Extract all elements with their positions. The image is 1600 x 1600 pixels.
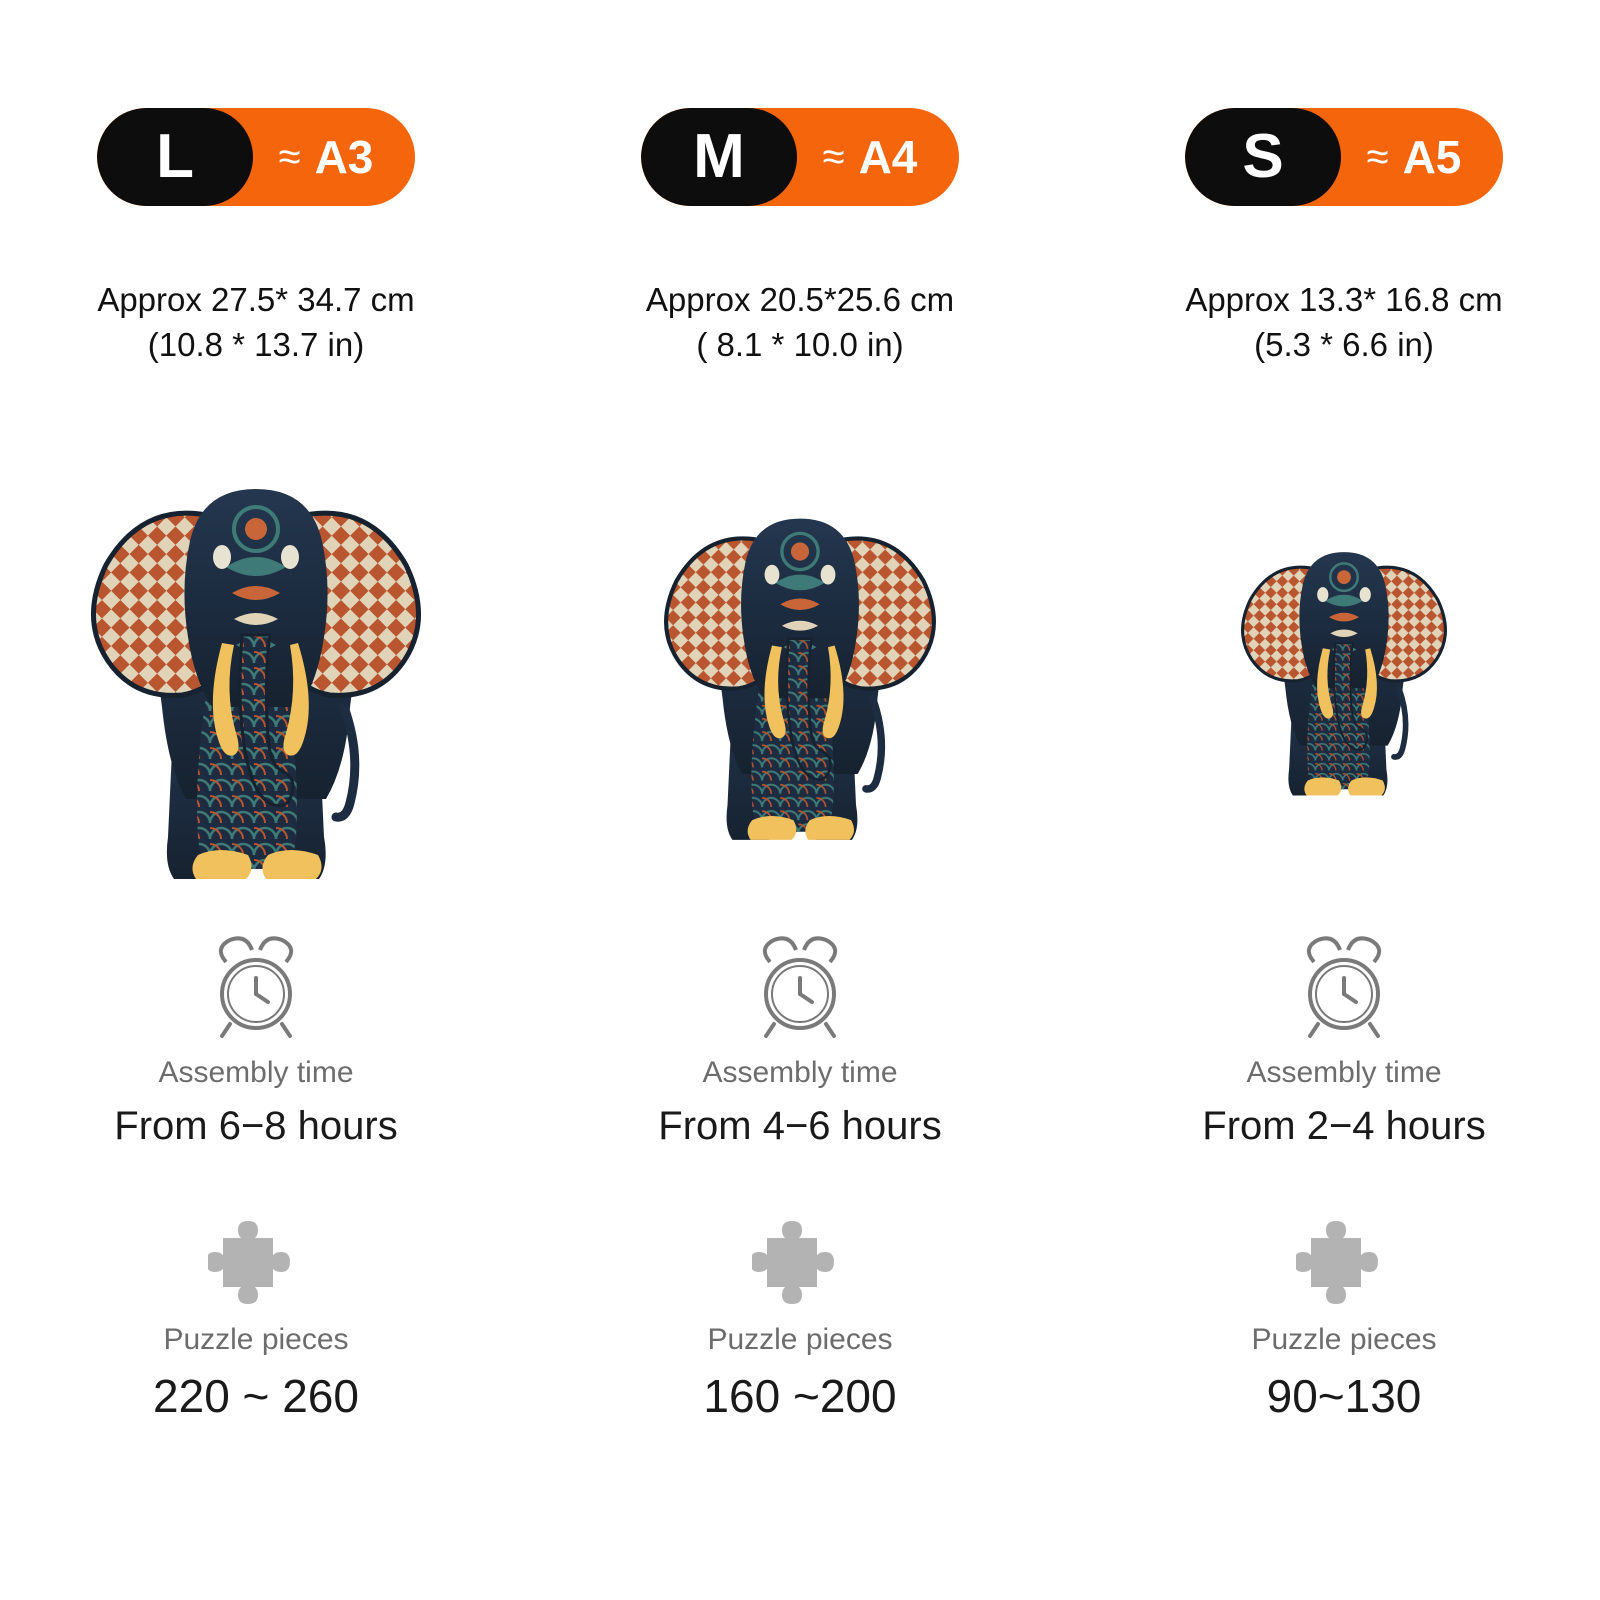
size-column-medium	[544, 0, 1056, 1600]
size-badge-medium	[641, 108, 959, 206]
dimensions-cm: Approx 13.3* 16.8 cm	[1185, 281, 1503, 318]
paper-size-group	[1341, 131, 1503, 183]
approx-symbol-icon: ≈	[278, 135, 301, 179]
paper-size-group	[797, 131, 959, 183]
elephant-illustration-medium	[635, 397, 965, 917]
dimensions-cm: Approx 27.5* 34.7 cm	[97, 281, 415, 318]
approx-symbol-icon: ≈	[822, 135, 845, 179]
size-letter-badge	[1185, 108, 1341, 206]
size-letter-label: M	[693, 122, 745, 191]
puzzle-pieces-label: Puzzle pieces	[707, 1323, 893, 1357]
dimensions-in: (10.8 * 13.7 in)	[147, 325, 365, 363]
puzzle-pieces-label: Puzzle pieces	[1251, 1323, 1437, 1357]
dimensions-block	[97, 278, 414, 367]
alarm-clock-icon	[1284, 927, 1404, 1047]
puzzle-pieces-value: 90~130	[1266, 1370, 1422, 1423]
elephant-illustration-small	[1219, 397, 1469, 917]
paper-size-label: A5	[1402, 131, 1462, 183]
puzzle-piece-icon	[208, 1217, 304, 1313]
paper-size-label: A4	[858, 131, 918, 183]
dimensions-block	[646, 278, 954, 367]
alarm-clock-icon	[740, 927, 860, 1047]
size-letter-badge	[641, 108, 797, 206]
assembly-time-label: Assembly time	[702, 1056, 898, 1090]
puzzle-piece-icon	[752, 1217, 848, 1313]
assembly-time-value: From 2−4 hours	[1202, 1104, 1486, 1149]
size-badge-large	[97, 108, 415, 206]
approx-symbol-icon: ≈	[1366, 135, 1389, 179]
elephant-illustration-large	[56, 397, 456, 917]
paper-size-group	[253, 131, 415, 183]
assembly-time-label: Assembly time	[158, 1056, 354, 1090]
paper-size-label: A3	[314, 131, 374, 183]
dimensions-block	[1185, 278, 1502, 367]
puzzle-piece-icon	[1296, 1217, 1392, 1313]
size-column-small	[1088, 0, 1600, 1600]
size-column-large	[0, 0, 512, 1600]
assembly-time-label: Assembly time	[1246, 1056, 1442, 1090]
dimensions-in: (5.3 * 6.6 in)	[1254, 325, 1434, 363]
dimensions-in: ( 8.1 * 10.0 in)	[696, 325, 904, 363]
size-badge-small	[1185, 108, 1503, 206]
dimensions-cm: Approx 20.5*25.6 cm	[645, 281, 955, 318]
puzzle-pieces-label: Puzzle pieces	[163, 1323, 349, 1357]
size-letter-badge	[97, 108, 253, 206]
puzzle-pieces-value: 220 ~ 260	[153, 1370, 359, 1423]
puzzle-pieces-value: 160 ~200	[703, 1370, 897, 1423]
size-letter-label: S	[1242, 122, 1284, 191]
alarm-clock-icon	[196, 927, 316, 1047]
assembly-time-value: From 6−8 hours	[114, 1104, 398, 1149]
size-letter-label: L	[156, 122, 194, 191]
assembly-time-value: From 4−6 hours	[658, 1104, 942, 1149]
